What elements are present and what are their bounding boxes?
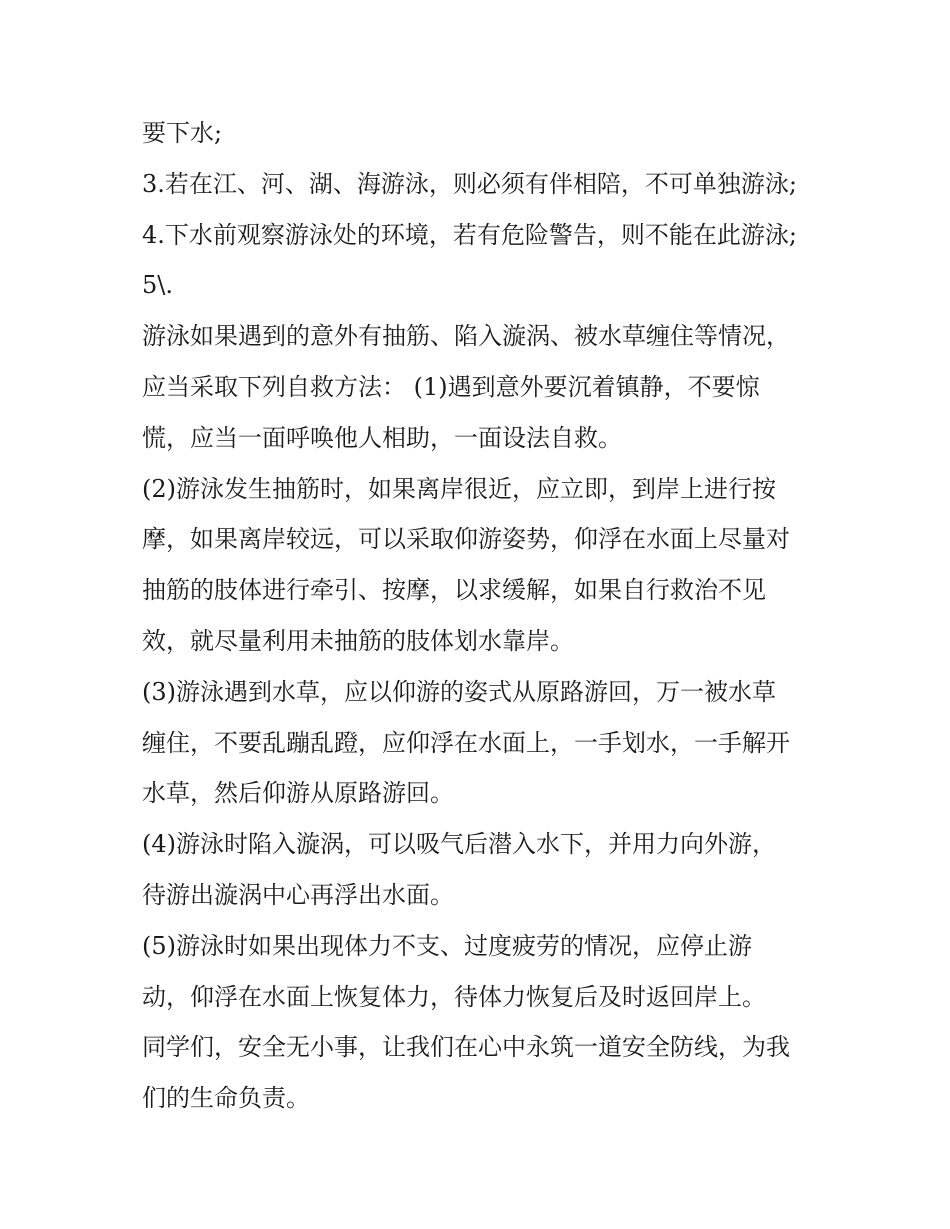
text-line: 要下水; [142, 119, 223, 147]
text-line: (5)游泳时如果出现体力不支、过度疲劳的情况，应停止游 [142, 931, 752, 960]
text-line: 慌，应当一面呼唤他人相助，一面设法自救。 [142, 423, 622, 452]
text-line: 同学们，安全无小事，让我们在心中永筑一道安全防线，为我 [142, 1033, 790, 1062]
text-line: 缠住，不要乱蹦乱蹬，应仰浮在水面上，一手划水，一手解开 [142, 728, 790, 757]
text-line: 们的生命负责。 [142, 1084, 310, 1113]
text-line: 应当采取下列自救方法： (1)遇到意外要沉着镇静，不要惊 [142, 372, 760, 401]
text-line: 游泳如果遇到的意外有抽筋、陷入漩涡、被水草缠住等情况， [142, 322, 790, 351]
text-line: (4)游泳时陷入漩涡，可以吸气后潜入水下，并用力向外游， [142, 830, 776, 859]
text-line: (3)游泳遇到水草，应以仰游的姿式从原路游回，万一被水草 [142, 677, 776, 706]
text-line: 待游出漩涡中心再浮出水面。 [142, 880, 454, 909]
text-line: 水草，然后仰游从原路游回。 [142, 779, 454, 808]
text-line: 摩，如果离岸较远，可以采取仰游姿势，仰浮在水面上尽量对 [142, 525, 790, 554]
text-line: 4.下水前观察游泳处的环境，若有危险警告，则不能在此游泳; [142, 220, 797, 249]
text-line: (2)游泳发生抽筋时，如果离岸很近，应立即，到岸上进行按 [142, 474, 776, 503]
text-line: 效，就尽量利用未抽筋的肢体划水靠岸。 [142, 626, 574, 655]
text-line: 动，仰浮在水面上恢复体力，待体力恢复后及时返回岸上。 [142, 982, 766, 1011]
text-line: 5\. [142, 271, 173, 300]
text-line: 抽筋的肢体进行牵引、按摩，以求缓解，如果自行救治不见 [142, 576, 766, 605]
text-line: 3.若在江、河、湖、海游泳，则必须有伴相陪，不可单独游泳; [142, 169, 797, 198]
body-text [142, 108, 842, 1124]
